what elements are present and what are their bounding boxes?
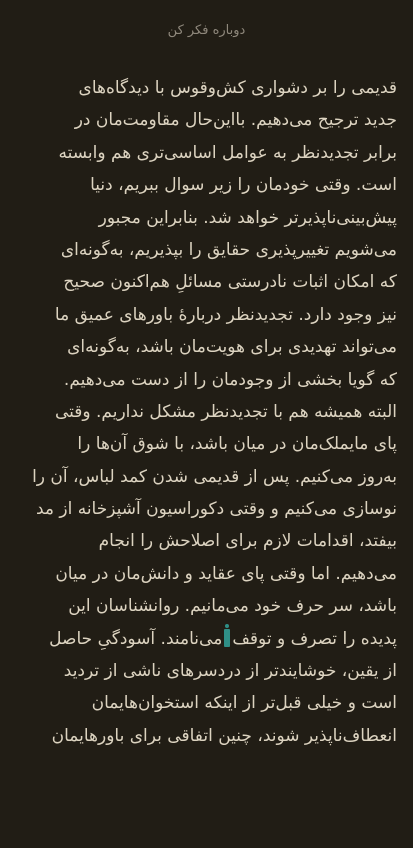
text-line[interactable]: نیز وجود دارد. تجدیدنظر دربارهٔ باورهای عمیق ما xyxy=(54,304,397,325)
text-segment[interactable]: پدیده را تصرف و توقف xyxy=(232,628,397,649)
text-line[interactable]: جدید ترجیح می‌دهیم. بااین‌حال مقاومت‌مان در xyxy=(74,110,397,131)
text-line[interactable]: است. وقتی خودمان را زیر سوال ببریم، دنیا xyxy=(90,175,397,196)
text-line[interactable]: می‌دهیم. اما وقتی پای عقاید و دانش‌مان در میان xyxy=(55,563,397,584)
text-selection-handle-icon[interactable] xyxy=(224,629,230,647)
text-line[interactable]: قدیمی را بر دشواری کش‌وقوس با دیدگاه‌های xyxy=(78,78,397,98)
reader-header xyxy=(0,0,413,64)
book-text[interactable] xyxy=(16,72,397,752)
text-line-with-cursor[interactable] xyxy=(16,623,397,655)
text-segment[interactable]: می‌نامند. آسودگیِ حاصل xyxy=(49,628,223,649)
text-line[interactable]: می‌شویم تغییرپذیری حقایق را بپذیریم، به‌گونه‌ای xyxy=(60,239,397,260)
text-line[interactable]: باشد، سر حرف خود می‌مانیم. روانشناسان این xyxy=(68,596,397,617)
text-line[interactable]: به‌روز می‌کنیم. پس از قدیمی شدن کمد لباس، آن را xyxy=(32,466,397,487)
text-line[interactable]: البته همیشه هم با تجدیدنظر مشکل نداریم. وقتی xyxy=(54,401,397,422)
text-line[interactable]: بیفتد، اقدامات لازم برای اصلاحش را انجام xyxy=(98,531,397,552)
text-line[interactable]: پای مایملک‌مان در میان باشد، با شوق آن‌ها را xyxy=(77,434,397,455)
text-line[interactable]: از یقین، خوشایندتر از دردسرهای ناشی از تردید xyxy=(63,661,397,682)
chapter-title: دوباره فکر کن xyxy=(167,23,246,38)
text-line[interactable]: است و خیلی قبل‌تر از اینکه استخوان‌هایمان xyxy=(91,693,397,714)
text-line[interactable]: می‌تواند تهدیدی برای هویت‌مان باشد، به‌گونه‌ای xyxy=(67,337,397,358)
text-line[interactable]: نوسازی می‌کنیم و وقتی دکوراسیون آشپزخانه از مد xyxy=(35,499,397,520)
text-line[interactable]: پیش‌بینی‌ناپذیرتر خواهد شد. بنابراین مجبور xyxy=(98,207,397,228)
text-line[interactable]: انعطاف‌ناپذیر شوند، چنین اتفاقی برای باورهایمان xyxy=(51,725,397,746)
text-line[interactable]: که گویا بخشی از وجودمان را از دست می‌دهیم. xyxy=(63,369,397,390)
text-line[interactable]: برابر تجدیدنظر به عوامل اساسی‌تری هم وابسته xyxy=(58,142,397,163)
text-line[interactable]: که امکان اثبات نادرستی مسائلِ هم‌اکنون صحیح xyxy=(63,272,397,293)
